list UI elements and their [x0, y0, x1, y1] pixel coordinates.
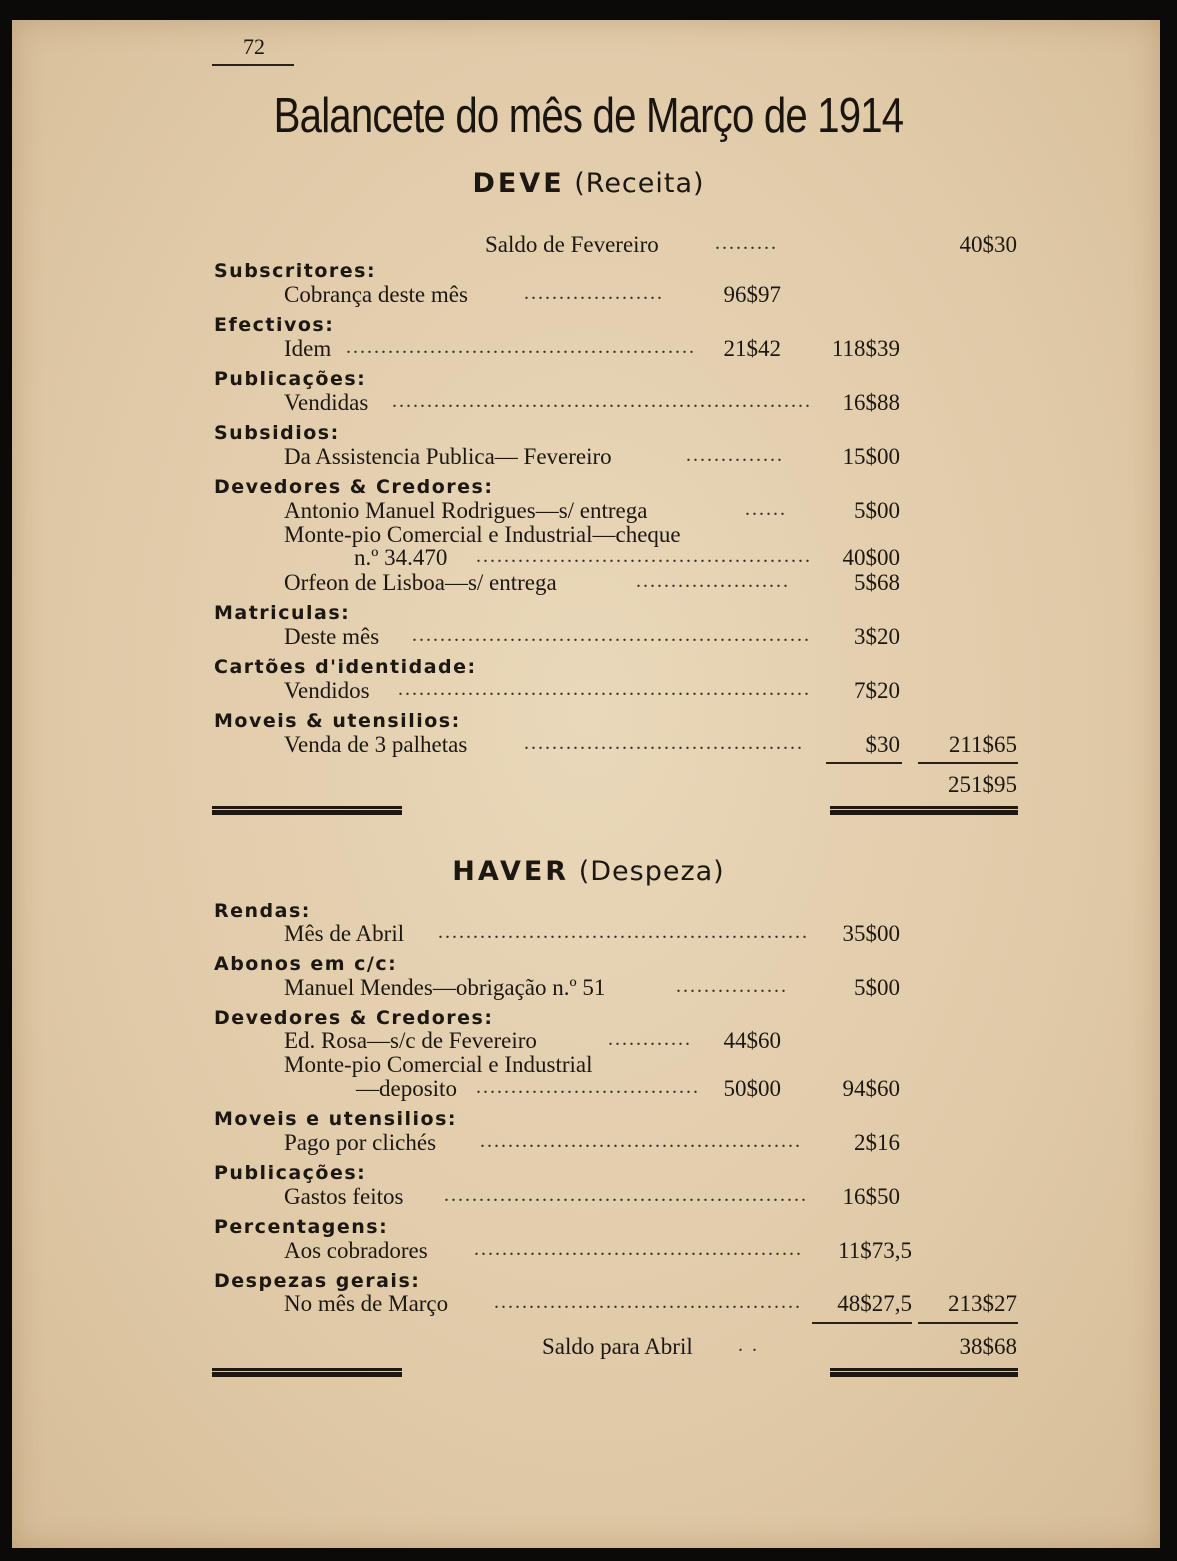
dot-leader: ............................................ — [494, 1291, 802, 1313]
saldo-abril-row — [0, 1334, 1177, 1362]
category-devedores: Devedores & Credores: — [214, 476, 494, 498]
item-value: 40$00 — [842, 545, 900, 570]
category-devedores-haver: Devedores & Credores: — [214, 1007, 494, 1029]
dot-leader: ............ — [608, 1028, 692, 1050]
category-rendas: Rendas: — [214, 900, 311, 922]
dot-leader: ................................ — [476, 1076, 700, 1098]
haver-heading-main: HAVER — [452, 856, 570, 887]
ledger-row — [0, 282, 1177, 310]
ledger-row — [0, 732, 1177, 760]
item-label: Venda de 3 palhetas — [284, 732, 468, 757]
ledger-row — [0, 570, 1177, 598]
item-value: 5$00 — [854, 498, 900, 523]
total-row — [0, 772, 1177, 800]
item-subtotal: 94$60 — [842, 1076, 900, 1101]
item-label: No mês de Março — [284, 1291, 449, 1316]
ledger-row — [0, 1238, 1177, 1266]
ledger-row — [0, 975, 1177, 1003]
ledger-row — [0, 545, 1177, 573]
item-value: 2$16 — [854, 1130, 900, 1155]
item-subtotal: 118$39 — [831, 336, 900, 361]
item-label: —deposito — [356, 1076, 457, 1101]
dot-leader: .................... — [524, 282, 664, 304]
item-value: 7$20 — [854, 678, 900, 703]
dot-leader: ...... — [745, 498, 787, 520]
category-publicacoes: Publicações: — [214, 368, 367, 390]
page-number-rule — [212, 64, 294, 66]
deve-total: 251$95 — [948, 772, 1017, 797]
ledger-row — [0, 1291, 1177, 1319]
dot-leader: ......................................................... — [412, 624, 811, 646]
item-value: 16$88 — [842, 390, 900, 415]
ledger-row — [0, 624, 1177, 652]
item-label: Manuel Mendes—obrigação n.º 51 — [284, 975, 606, 1000]
category-subsidios: Subsidios: — [214, 422, 340, 444]
item-label: Ed. Rosa—s/c de Fevereiro — [284, 1028, 537, 1053]
item-value: 11$73,5 — [838, 1238, 912, 1263]
item-value: 21$42 — [723, 336, 781, 361]
category-matriculas: Matriculas: — [214, 602, 351, 624]
saldo-abril-label: Saldo para Abril — [542, 1334, 693, 1359]
double-rule — [212, 1368, 402, 1377]
dot-leader: ...................... — [636, 570, 790, 592]
category-efectivos: Efectivos: — [214, 314, 335, 336]
item-label: Vendidos — [284, 678, 370, 703]
ledger-row — [0, 444, 1177, 472]
sum-rule — [918, 1322, 1018, 1324]
item-label: Pago por clichés — [284, 1130, 437, 1155]
item-value: 3$20 — [854, 624, 900, 649]
category-subscritores: Subscritores: — [214, 260, 377, 282]
page-number: 72 — [243, 34, 265, 59]
item-value: 48$27,5 — [837, 1291, 912, 1316]
item-label: Monte-pio Comercial e Industrial—cheque — [284, 522, 681, 547]
item-label: Da Assistencia Publica— Fevereiro — [284, 444, 612, 469]
item-value: 44$60 — [723, 1028, 781, 1053]
ledger-row — [0, 921, 1177, 949]
category-publicacoes-haver: Publicações: — [214, 1162, 367, 1184]
double-rule — [212, 806, 402, 815]
dot-leader: .............. — [686, 444, 784, 466]
item-value: 96$97 — [723, 282, 781, 307]
dot-leader: ........................................ — [524, 732, 804, 754]
sum-rule — [826, 762, 902, 764]
dot-leader: .................................................. — [346, 336, 696, 358]
category-moveis-haver: Moveis e utensilios: — [214, 1108, 457, 1130]
category-despezas: Despezas gerais: — [214, 1270, 421, 1292]
ledger-row — [0, 336, 1177, 364]
saldo-abril-value: 38$68 — [959, 1334, 1017, 1359]
dot-leader: .................................................... — [444, 1184, 808, 1206]
item-subtotal: 211$65 — [948, 732, 1017, 757]
ledger-row — [0, 678, 1177, 706]
item-label: Vendidas — [284, 390, 369, 415]
item-label: Orfeon de Lisboa—s/ entrega — [284, 570, 557, 595]
ledger-row — [0, 1130, 1177, 1158]
item-label: n.º 34.470 — [354, 545, 448, 570]
item-value: 5$00 — [854, 975, 900, 1000]
item-value: 5$68 — [854, 570, 900, 595]
category-moveis: Moveis & utensilios: — [214, 710, 461, 732]
item-label: Monte-pio Comercial e Industrial — [284, 1052, 593, 1077]
ledger-row — [0, 1076, 1177, 1104]
deve-heading — [0, 168, 1177, 199]
item-value: 16$50 — [842, 1184, 900, 1209]
item-label: Cobrança deste mês — [284, 282, 468, 307]
dot-leader: ......... — [715, 232, 778, 254]
item-subtotal: 213$27 — [948, 1291, 1017, 1316]
item-label: Deste mês — [284, 624, 380, 649]
item-label: Mês de Abril — [284, 921, 405, 946]
item-label: Idem — [284, 336, 332, 361]
saldo-fevereiro-value: 40$30 — [959, 232, 1017, 257]
double-rule — [830, 806, 1018, 815]
dot-leader: ..................................................... — [438, 921, 809, 943]
ledger-row — [0, 390, 1177, 418]
item-label: Gastos feitos — [284, 1184, 404, 1209]
dot-leader: ................................................ — [476, 545, 812, 567]
saldo-fevereiro-row — [0, 232, 1177, 260]
dot-leader: .............................................. — [480, 1130, 802, 1152]
haver-heading-sub: (Despeza) — [578, 856, 725, 887]
dot-leader: ................ — [676, 975, 788, 997]
double-rule — [830, 1368, 1018, 1377]
category-cartoes: Cartões d'identidade: — [214, 656, 477, 678]
item-value: 35$00 — [842, 921, 900, 946]
ledger-row — [0, 1184, 1177, 1212]
saldo-fevereiro-label: Saldo de Fevereiro — [485, 232, 659, 257]
item-value: 50$00 — [723, 1076, 781, 1101]
deve-heading-sub: (Receita) — [574, 168, 705, 199]
dot-leader: ........................................................... — [398, 678, 811, 700]
item-value: 15$00 — [842, 444, 900, 469]
category-abonos: Abonos em c/c: — [214, 953, 398, 975]
sum-rule — [918, 762, 1018, 764]
sum-rule — [812, 1322, 912, 1324]
haver-heading — [0, 856, 1177, 887]
dot-leader: . . — [738, 1334, 759, 1356]
category-percentagens: Percentagens: — [214, 1216, 389, 1238]
item-label: Antonio Manuel Rodrigues—s/ entrega — [284, 498, 648, 523]
dot-leader: ............................................... — [474, 1238, 803, 1260]
item-label: Aos cobradores — [284, 1238, 428, 1263]
page-title: Balancete do mês de Março de 1914 — [273, 89, 904, 143]
dot-leader: ............................................................ — [392, 390, 812, 412]
item-value: $30 — [865, 732, 900, 757]
deve-heading-main: DEVE — [472, 168, 565, 199]
